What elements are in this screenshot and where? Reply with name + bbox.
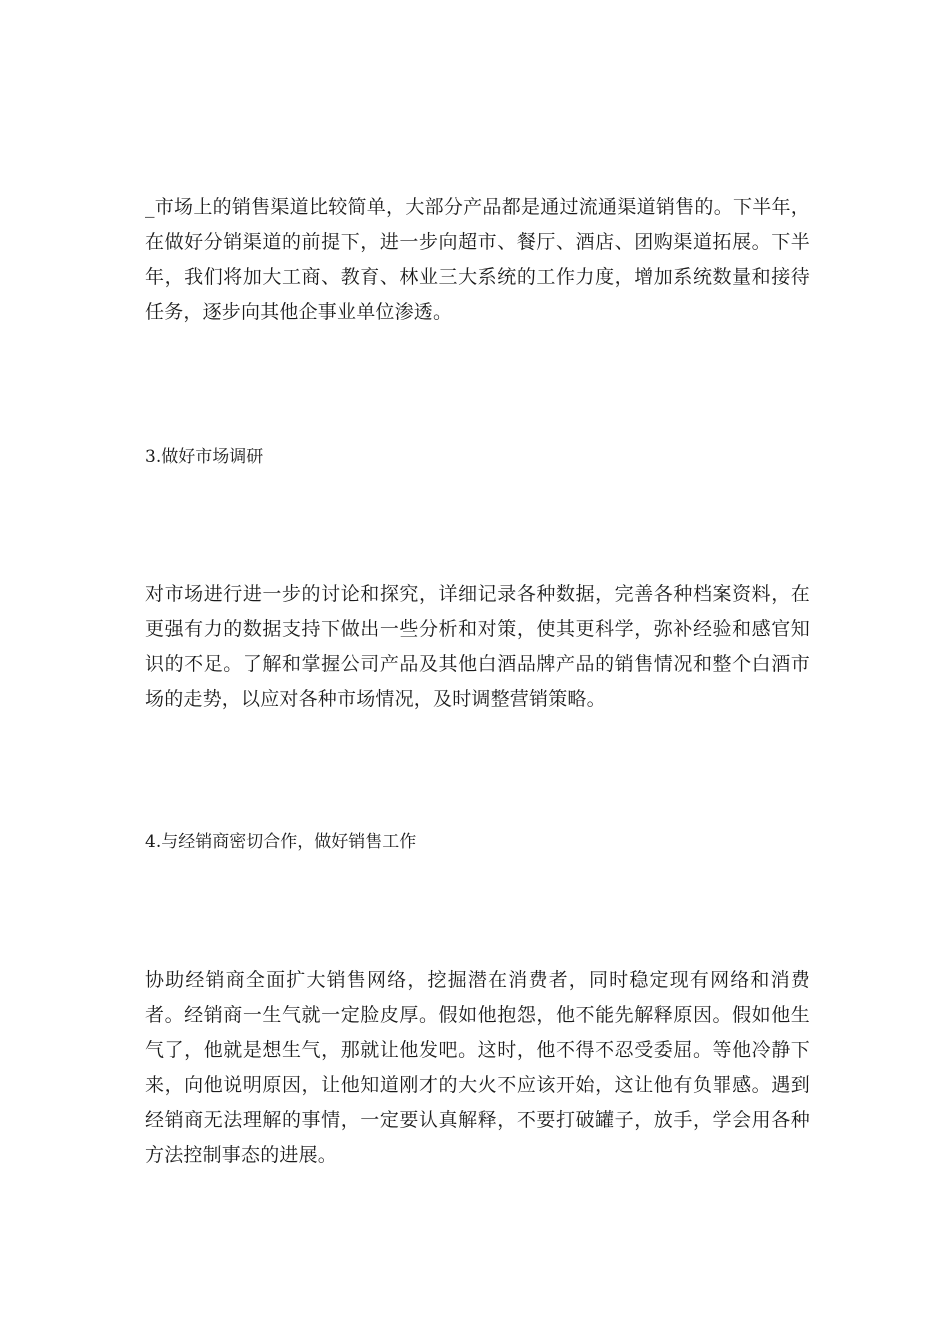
paragraph-sales-channels: _市场上的销售渠道比较简单，大部分产品都是通过流通渠道销售的。下半年，在做好分销渠道的前提下，进一步向超市、餐厅、酒店、团购渠道拓展。下半年，我们将加大工商、教育、林业三大系统的工作力度，增加系统数量和接待任务，逐步向其他企事业单位渗透。 bbox=[145, 196, 810, 323]
paragraph-market-research: 对市场进行进一步的讨论和探究，详细记录各种数据，完善各种档案资料，在更强有力的数据支持下做出一些分析和对策，使其更科学，弥补经验和感官知识的不足。了解和掌握公司产品及其他白酒品牌产品的销售情况和整个白酒市场的走势，以应对各种市场情况，及时调整营销策略。 bbox=[145, 583, 810, 710]
heading-dealer-cooperation: 4.与经销商密切合作，做好销售工作 bbox=[145, 832, 417, 852]
heading-market-research: 3.做好市场调研 bbox=[145, 447, 264, 467]
paragraph-dealer-cooperation: 协助经销商全面扩大销售网络，挖掘潜在消费者，同时稳定现有网络和消费者。经销商一生气就一定脸皮厚。假如他抱怨，他不能先解释原因。假如他生气了，他就是想生气，那就让他发吧。这时，他不得不忍受委屈。等他冷静下来，向他说明原因，让他知道刚才的大火不应该开始，这让他有负罪感。遇到经销商无法理解的事情，一定要认真解释，不要打破罐子，放手，学会用各种方法控制事态的进展。 bbox=[145, 969, 810, 1166]
